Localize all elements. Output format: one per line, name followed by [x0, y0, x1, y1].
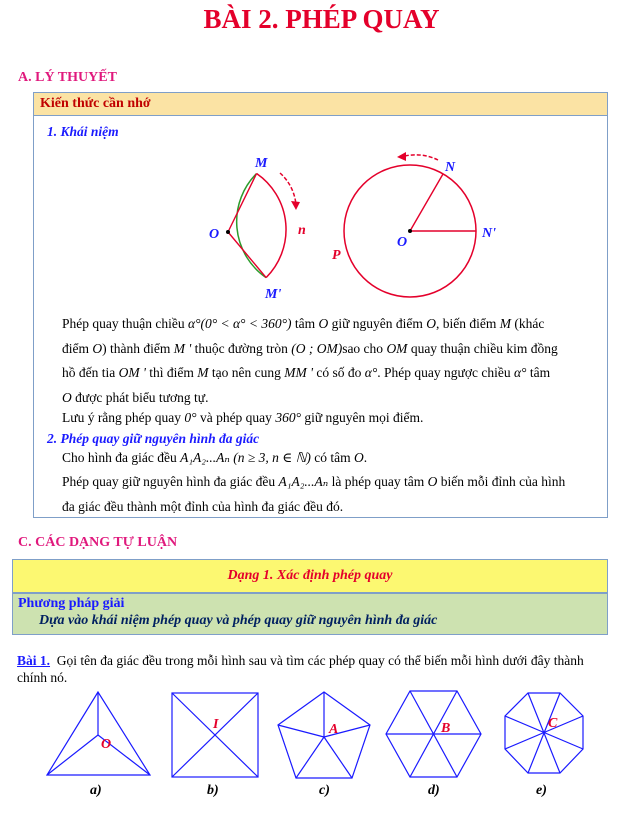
shape-b-center-label: I [213, 717, 219, 732]
theory-line-4: O được phát biểu tương tự. [62, 389, 209, 405]
radius-om [228, 174, 257, 233]
shape-d-center-label: B [441, 721, 451, 736]
radius-on [410, 174, 443, 231]
method-heading: Phương pháp giải [18, 596, 125, 611]
center-point [408, 229, 412, 233]
shape-a-caption: a) [90, 783, 102, 798]
shape-c-center-label: A [329, 722, 339, 737]
shape-a-center-label: O [101, 737, 112, 752]
section-c-heading: C. CÁC DẠNG TỰ LUẬN [18, 535, 178, 550]
clockwise-arrow-icon [280, 173, 296, 205]
polygon-paragraph-2: Phép quay giữ nguyên hình đa giác đều A₁A₂...Aₙ là phép quay tâm O biến mỗi đỉnh của hình đa giác đều thành một đỉnh của hình đa giác đều đó. [62, 474, 566, 514]
method-box [12, 593, 608, 635]
shape-square [172, 693, 258, 798]
shape-hexagon [386, 691, 481, 798]
arrow-head-icon [397, 152, 406, 161]
theory-box-header [34, 93, 607, 116]
shape-e-caption: e) [536, 783, 547, 798]
center-point [226, 230, 230, 234]
shape-d-caption: d) [428, 783, 440, 798]
label-n-prime: N' [482, 226, 496, 241]
shape-b-caption: b) [207, 783, 219, 798]
subheading-polygon: 2. Phép quay giữ nguyên hình đa giác [47, 431, 260, 446]
counterclockwise-arrow-icon [405, 155, 438, 160]
theory-line-3: hồ đến tia OM ' thì điểm M tạo nên cung MM ' có số đo α°. Phép quay ngược chiều α° tâm [62, 365, 551, 380]
theory-paragraph [62, 312, 599, 410]
theory-line-2: điểm O) thành điểm M ' thuộc đường tròn (O ; OM)sao cho OM quay thuận chiều kim đồng [62, 340, 558, 356]
rotation-figure-counterclockwise [325, 145, 505, 300]
type-banner [12, 559, 608, 593]
rotation-figure-clockwise [150, 150, 320, 300]
shape-e-center-label: C [548, 716, 558, 731]
label-m: M [255, 156, 268, 171]
label-p: P [332, 248, 341, 263]
shape-c-caption: c) [319, 783, 330, 798]
label-o: O [209, 227, 220, 242]
theory-box-title: Kiến thức cần nhớ [40, 96, 151, 111]
note-paragraph: Lưu ý rằng phép quay 0° và phép quay 360° giữ nguyên mọi điểm. [62, 410, 424, 425]
method-body: Dựa vào khái niệm phép quay và phép quay giữ nguyên hình đa giác [39, 613, 438, 628]
circle-arc-green [237, 174, 266, 278]
shape-triangle [47, 692, 150, 798]
radius-om-prime [228, 232, 266, 278]
page-title: BÀI 2. PHÉP QUAY [203, 4, 440, 34]
exercise-label: Bài 1. [17, 653, 51, 668]
label-o: O [397, 235, 408, 250]
circle-arc-red [257, 174, 286, 278]
arrow-head-icon [291, 201, 300, 210]
shape-octagon [505, 693, 583, 798]
polygon-figures [0, 685, 643, 813]
label-n: N [445, 160, 456, 175]
type-banner-title: Dạng 1. Xác định phép quay [227, 568, 393, 583]
subheading-concept: 1. Khái niệm [47, 124, 119, 139]
polygon-paragraph-1: Cho hình đa giác đều A₁A₂...Aₙ (n ≥ 3, n ∈ ℕ) có tâm O. [62, 450, 368, 465]
exercise-1 [17, 652, 617, 686]
label-n: n [298, 223, 306, 238]
exercise-text: Gọi tên đa giác đều trong mỗi hình sau và tìm các phép quay có thể biến mỗi hình dưới đây thành chính nó. [17, 653, 584, 685]
shape-pentagon [278, 692, 370, 798]
label-m-prime: M' [265, 287, 282, 300]
section-a-heading: A. LÝ THUYẾT [18, 70, 117, 85]
theory-line-1: Phép quay thuận chiều α°(0° < α° < 360°) tâm O giữ nguyên điểm O, biến điểm M (khác [62, 316, 545, 331]
